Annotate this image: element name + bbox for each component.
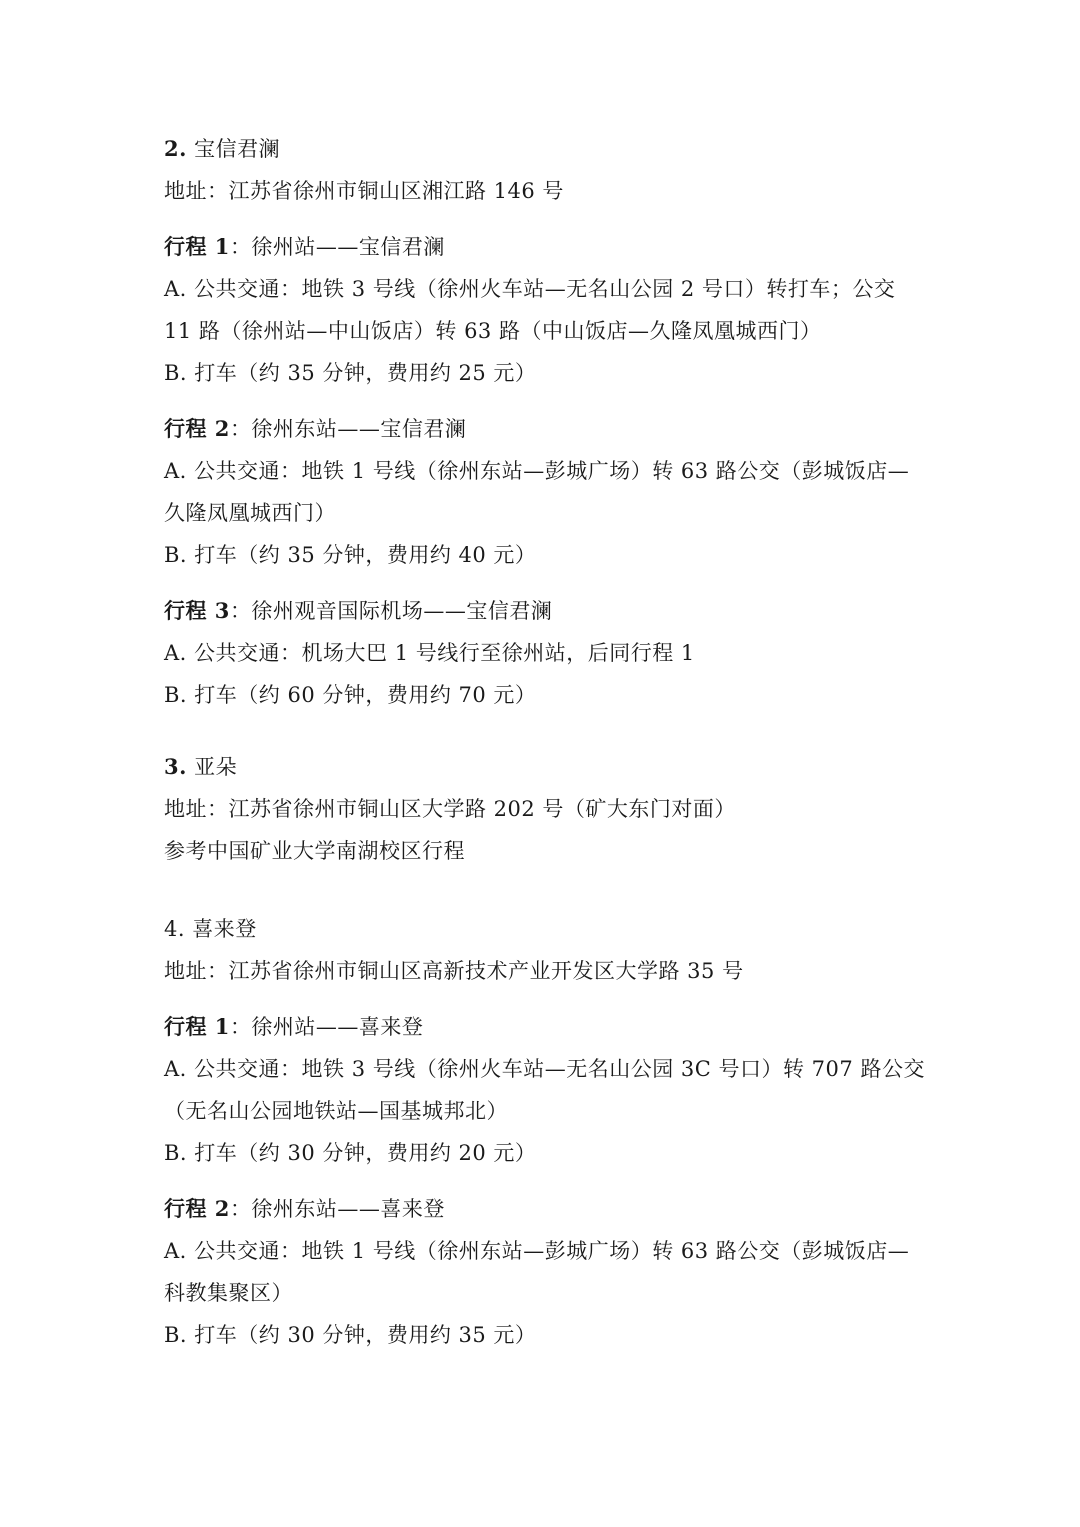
trip-label: 行程 2 [164,1196,230,1221]
section-address: 地址：江苏省徐州市铜山区大学路 202 号（矿大东门对面） [164,797,736,821]
trip-transit-line: A. 公共交通：地铁 1 号线（徐州东站—彭城广场）转 63 路公交（彭城饭店— [164,1239,910,1263]
trip-route: ：徐州东站——喜来登 [229,1197,445,1221]
section-address: 地址：江苏省徐州市铜山区湘江路 146 号 [164,179,564,203]
trip-route: ：徐州站——宝信君澜 [229,235,445,259]
trip-route: ：徐州站——喜来登 [229,1015,424,1039]
trip-heading [164,408,944,450]
trip-taxi-line: B. 打车（约 60 分钟，费用约 70 元） [164,683,537,707]
trip-label: 行程 2 [164,416,230,441]
section-number: 2. [164,136,187,161]
trip-route: ：徐州观音国际机场——宝信君澜 [229,599,553,623]
trip-transit-line: 科教集聚区） [164,1281,293,1305]
trip-taxi-line: B. 打车（约 35 分钟，费用约 25 元） [164,361,537,385]
section-number: 4. [164,917,186,941]
trip-label: 行程 3 [164,598,230,623]
trip-heading [164,590,944,632]
trip-taxi-line: B. 打车（约 30 分钟，费用约 35 元） [164,1323,537,1347]
trip-transit-line: 11 路（徐州站—中山饭店）转 63 路（中山饭店—久隆凤凰城西门） [164,319,822,343]
section-title [164,128,944,170]
section-title [164,746,944,788]
trip-taxi-line: B. 打车（约 30 分钟，费用约 20 元） [164,1141,537,1165]
section-name: 宝信君澜 [194,137,281,161]
section-name: 亚朵 [194,755,238,779]
section-title [164,908,944,950]
trip-route: ：徐州东站——宝信君澜 [229,417,467,441]
trip-transit-line: 久隆凤凰城西门） [164,501,336,525]
document-page [164,128,944,1356]
trip-transit-line: A. 公共交通：地铁 3 号线（徐州火车站—无名山公园 3C 号口）转 707 路公交 [164,1057,925,1081]
trip-transit-line: A. 公共交通：机场大巴 1 号线行至徐州站，后同行程 1 [164,641,695,665]
section-note: 参考中国矿业大学南湖校区行程 [164,839,465,863]
trip-transit-line: A. 公共交通：地铁 3 号线（徐州火车站—无名山公园 2 号口）转打车；公交 [164,277,896,301]
section-address: 地址：江苏省徐州市铜山区高新技术产业开发区大学路 35 号 [164,959,744,983]
trip-transit-line: （无名山公园地铁站—国基城邦北） [164,1099,508,1123]
trip-taxi-line: B. 打车（约 35 分钟，费用约 40 元） [164,543,537,567]
section-name: 喜来登 [192,917,257,941]
trip-transit-line: A. 公共交通：地铁 1 号线（徐州东站—彭城广场）转 63 路公交（彭城饭店— [164,459,910,483]
section-number: 3. [164,754,187,779]
trip-heading [164,1006,944,1048]
trip-label: 行程 1 [164,234,230,259]
trip-heading [164,226,944,268]
trip-heading [164,1188,944,1230]
trip-label: 行程 1 [164,1014,230,1039]
